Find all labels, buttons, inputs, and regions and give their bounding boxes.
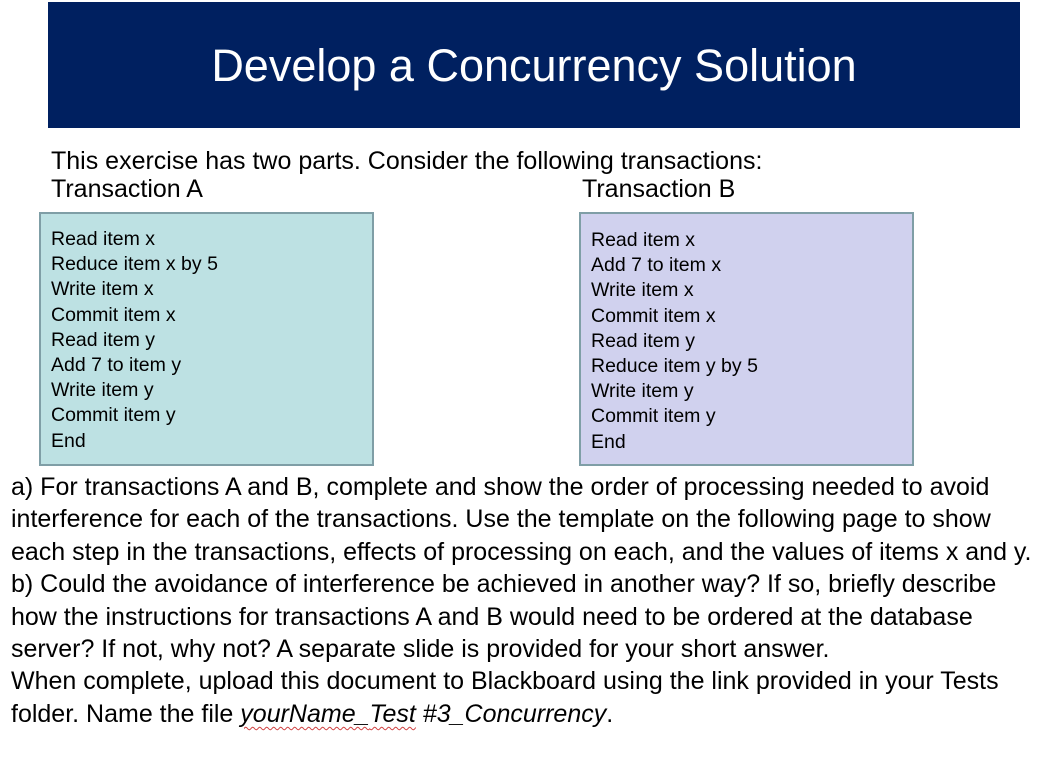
step-list-item: Write item x <box>591 279 694 302</box>
filename <box>240 700 606 728</box>
filename-part-1: yourName_ <box>240 699 370 728</box>
step-list-item: Read item y <box>591 329 696 352</box>
submission-instructions <box>11 665 1041 730</box>
title-bar <box>48 2 1020 128</box>
step-list-item: End <box>591 430 626 453</box>
transaction-a-box <box>39 212 374 466</box>
step-list-item: Write item y <box>51 379 154 402</box>
question-part-a: a) For transactions A and B, complete and show the order of processing needed to avoid interference for each of the transactions. Use the template on the following page to show each step in the transactions, effects of processing on each, and the values of items x and y. <box>11 473 1032 566</box>
transaction-a-label: Transaction A <box>51 175 203 203</box>
question-part-b: b) Could the avoidance of interference be achieved in another way? If so, briefly describe how the instructions for transactions A and B would need to be ordered at the database server? If not, why not? A separate slide is provided for your short answer. <box>11 570 997 664</box>
step-list-item: Add 7 to item x <box>591 254 722 277</box>
step-list-item: Commit item y <box>591 405 716 428</box>
filename-part-3: #3_Concurrency <box>415 699 607 728</box>
step-list-item: Write item y <box>591 380 694 403</box>
transaction-b-box <box>579 212 914 466</box>
step-list-item: Write item x <box>51 278 154 301</box>
step-list-item: Commit item x <box>591 304 716 327</box>
step-list-item: Commit item x <box>51 303 176 326</box>
slide-title: Develop a Concurrency Solution <box>211 39 857 91</box>
step-list-item: Commit item y <box>51 404 176 427</box>
step-list-item: Add 7 to item y <box>51 354 182 377</box>
intro-text: This exercise has two parts. Consider the following transactions: <box>51 147 763 175</box>
step-list-item: Read item x <box>591 229 696 251</box>
transaction-b-label: Transaction B <box>582 175 736 203</box>
submission-suffix: . <box>606 699 614 728</box>
step-list-item: Reduce item x by 5 <box>51 253 218 276</box>
submission-text: When complete, upload this document to Blackboard using the link provided in your Tests folder. Name the file <box>11 667 999 728</box>
transaction-b-steps <box>591 228 912 455</box>
step-list-item: Read item x <box>51 228 156 250</box>
instructions <box>11 471 1041 730</box>
step-list-item: Reduce item y by 5 <box>591 355 758 378</box>
step-list-item: Read item y <box>51 328 156 351</box>
filename-part-2: Test <box>369 699 416 728</box>
step-list-item: End <box>51 429 86 452</box>
transaction-a-steps <box>51 227 372 454</box>
